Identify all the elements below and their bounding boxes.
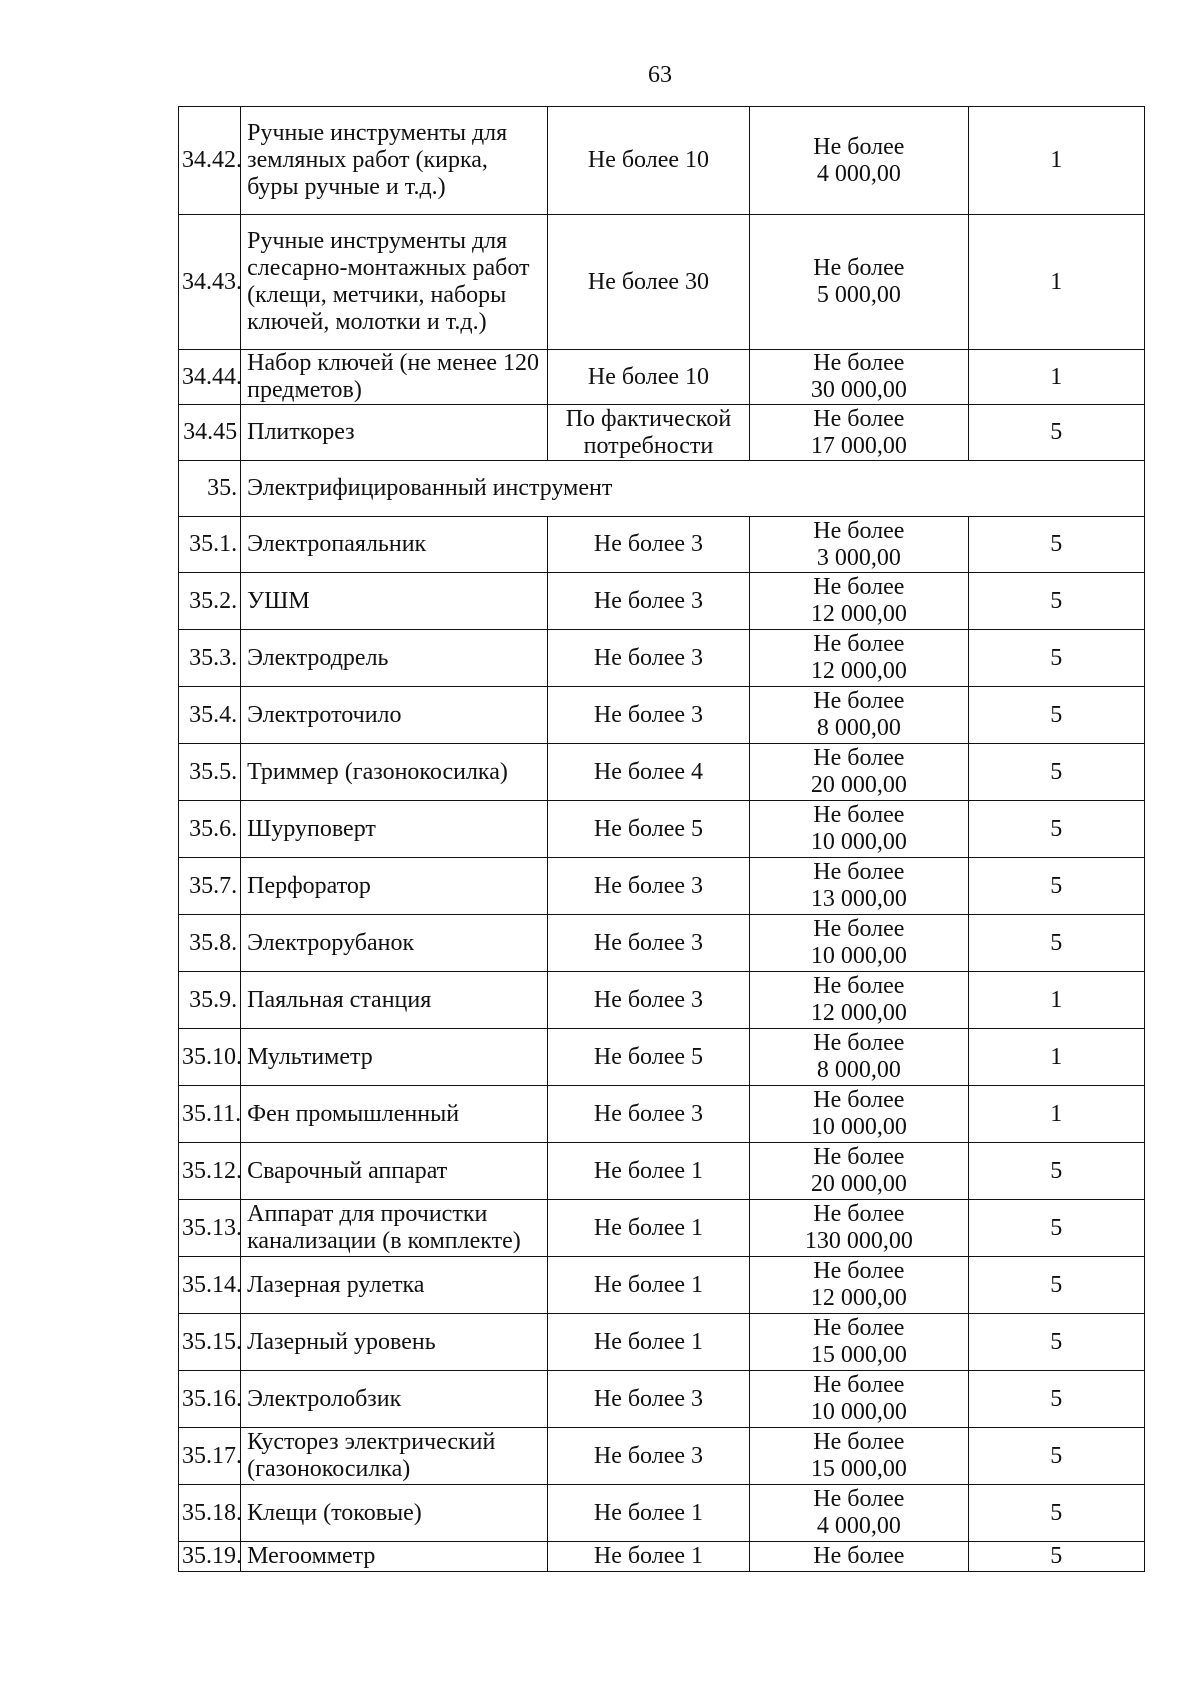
price-value: 12 000,00 [810,658,907,684]
price-label: Не более [813,1429,905,1455]
table-row [179,744,1145,801]
table-row [179,1371,1145,1428]
item-service-term: 5 [968,405,1144,461]
item-name: Лазерная рулетка [241,1257,548,1314]
item-price [750,1428,968,1485]
item-name: Электролобзик [241,1371,548,1428]
table-row [179,1314,1145,1371]
table-row [179,350,1145,405]
item-service-term: 5 [968,1428,1144,1485]
item-quantity: Не более 3 [547,1371,749,1428]
price-label: Не более [813,1372,905,1398]
row-number: 35.13. [179,1200,241,1257]
table-row [179,405,1145,461]
item-name: Сварочный аппарат [241,1143,548,1200]
price-value: 12 000,00 [810,1285,907,1311]
price-value: 12 000,00 [810,601,907,627]
item-name: Электропаяльник [241,517,548,573]
table-row [179,687,1145,744]
row-number: 35.3. [179,630,241,687]
item-service-term: 5 [968,1257,1144,1314]
price-label: Не более [813,1087,905,1113]
row-number: 35.8. [179,915,241,972]
row-number: 35.10. [179,1029,241,1086]
price-value: 5 000,00 [816,282,901,308]
item-service-term: 1 [968,215,1144,350]
table-row [179,1428,1145,1485]
item-price [750,573,968,630]
price-label: Не более [813,1486,905,1512]
item-name: Электроточило [241,687,548,744]
row-number: 35.2. [179,573,241,630]
table-row [179,1257,1145,1314]
price-label: Не более [813,1543,905,1569]
row-number: 34.45 [179,405,241,461]
price-value: 12 000,00 [810,1000,907,1026]
price-value: 15 000,00 [810,1342,907,1368]
price-value: 20 000,00 [810,772,907,798]
item-service-term: 5 [968,1542,1144,1572]
price-value: 4 000,00 [816,1513,901,1539]
row-number: 34.42. [179,107,241,215]
item-price [750,630,968,687]
price-label: Не более [813,802,905,828]
price-value: 13 000,00 [810,886,907,912]
item-name: Лазерный уровень [241,1314,548,1371]
item-price [750,215,968,350]
row-number: 35.6. [179,801,241,858]
item-price [750,517,968,573]
table-row [179,1200,1145,1257]
item-service-term: 5 [968,744,1144,801]
item-quantity: Не более 3 [547,630,749,687]
item-service-term: 1 [968,1029,1144,1086]
item-price [750,1485,968,1542]
item-quantity: Не более 3 [547,1428,749,1485]
price-value: 130 000,00 [804,1228,913,1254]
item-quantity: Не более 30 [547,215,749,350]
item-quantity: Не более 3 [547,972,749,1029]
price-label: Не более [813,631,905,657]
item-service-term: 5 [968,517,1144,573]
item-price [750,687,968,744]
table-row [179,517,1145,573]
row-number: 35.18. [179,1485,241,1542]
item-quantity: Не более 10 [547,107,749,215]
row-number: 35.9. [179,972,241,1029]
table-row [179,215,1145,350]
table-row [179,972,1145,1029]
section-title: Электрифицированный инструмент [241,461,1145,517]
item-name: Кусторез электрический (газонокосилка) [241,1428,548,1485]
table-row [179,1029,1145,1086]
price-label: Не более [813,916,905,942]
item-service-term: 5 [968,1314,1144,1371]
item-quantity: Не более 3 [547,573,749,630]
item-price [750,1257,968,1314]
row-number: 35.14. [179,1257,241,1314]
item-price [750,915,968,972]
item-service-term: 1 [968,1086,1144,1143]
item-quantity: Не более 5 [547,1029,749,1086]
table-row [179,801,1145,858]
item-price [750,1029,968,1086]
item-name: Ручные инструменты для слесарно-монтажных работ (клещи, метчики, наборы ключей, молотки и т.д.) [241,215,548,350]
table-row [179,1542,1145,1572]
table-row [179,573,1145,630]
table-row [179,1485,1145,1542]
price-value: 15 000,00 [810,1456,907,1482]
row-number: 34.43. [179,215,241,350]
price-value: 30 000,00 [810,377,907,403]
item-service-term: 5 [968,801,1144,858]
item-quantity: Не более 1 [547,1314,749,1371]
price-label: Не более [813,1315,905,1341]
item-quantity: Не более 3 [547,517,749,573]
item-price [750,1086,968,1143]
item-service-term: 5 [968,1371,1144,1428]
item-quantity: Не более 3 [547,915,749,972]
item-name: Аппарат для прочистки канализации (в комплекте) [241,1200,548,1257]
item-quantity: Не более 3 [547,687,749,744]
row-number: 35.16. [179,1371,241,1428]
price-label: Не более [813,973,905,999]
item-quantity: Не более 1 [547,1257,749,1314]
item-name: Набор ключей (не менее 120 предметов) [241,350,548,405]
price-label: Не более [813,688,905,714]
price-value: 3 000,00 [816,544,901,571]
item-quantity: Не более 4 [547,744,749,801]
item-quantity: Не более 3 [547,858,749,915]
table-row [179,858,1145,915]
item-quantity: Не более 1 [547,1485,749,1542]
item-quantity: Не более 3 [547,1086,749,1143]
price-label: Не более [813,133,905,160]
price-value: 8 000,00 [816,1057,901,1083]
price-value: 8 000,00 [816,715,901,741]
item-quantity: Не более 1 [547,1200,749,1257]
row-number: 35.7. [179,858,241,915]
item-price [750,858,968,915]
row-number: 35.17. [179,1428,241,1485]
item-service-term: 5 [968,1485,1144,1542]
price-label: Не более [813,350,905,376]
item-service-term: 5 [968,1143,1144,1200]
item-price [750,1314,968,1371]
item-service-term: 5 [968,630,1144,687]
item-name: Фен промышленный [241,1086,548,1143]
item-name: Клещи (токовые) [241,1485,548,1542]
item-service-term: 1 [968,107,1144,215]
item-service-term: 5 [968,1200,1144,1257]
price-label: Не более [813,1201,905,1227]
item-name: Шуруповерт [241,801,548,858]
price-label: Не более [813,859,905,885]
item-name: Плиткорез [241,405,548,461]
item-service-term: 1 [968,350,1144,405]
price-label: Не более [813,1258,905,1284]
item-name: Перфоратор [241,858,548,915]
item-service-term: 5 [968,687,1144,744]
item-price [750,1371,968,1428]
item-name: Паяльная станция [241,972,548,1029]
price-label: Не более [813,745,905,771]
item-name: Триммер (газонокосилка) [241,744,548,801]
page-number: 63 [648,62,672,88]
item-name: Мультиметр [241,1029,548,1086]
row-number: 35.12. [179,1143,241,1200]
item-name: Электрорубанок [241,915,548,972]
item-service-term: 1 [968,972,1144,1029]
item-name: Электродрель [241,630,548,687]
row-number: 35.1. [179,517,241,573]
price-label: Не более [813,1030,905,1056]
row-number: 35.5. [179,744,241,801]
row-number: 35.19. [179,1542,241,1572]
price-value: 4 000,00 [816,160,901,187]
item-price [750,744,968,801]
row-number: 35.11. [179,1086,241,1143]
item-quantity: Не более 10 [547,350,749,405]
item-quantity: Не более 1 [547,1143,749,1200]
price-value: 10 000,00 [810,1114,907,1140]
price-label: Не более [813,1144,905,1170]
item-price [750,405,968,461]
item-name: Ручные инструменты для земляных работ (кирка, буры ручные и т.д.) [241,107,548,215]
item-quantity: Не более 1 [547,1542,749,1572]
price-label: Не более [813,405,905,432]
item-name: УШМ [241,573,548,630]
item-price [750,801,968,858]
price-value: 17 000,00 [810,432,907,459]
item-price [750,350,968,405]
item-price [750,1200,968,1257]
table-row [179,107,1145,215]
row-number: 35.15. [179,1314,241,1371]
item-price [750,107,968,215]
price-label: Не более [813,255,905,281]
row-number: 35. [179,461,241,517]
item-quantity: По фактической потребности [547,405,749,461]
price-label: Не более [813,574,905,600]
price-value: 10 000,00 [810,829,907,855]
table-row [179,1086,1145,1143]
row-number: 34.44. [179,350,241,405]
item-service-term: 5 [968,858,1144,915]
section-row [179,461,1145,517]
item-price [750,1542,968,1572]
table-row [179,630,1145,687]
item-service-term: 5 [968,915,1144,972]
item-quantity: Не более 5 [547,801,749,858]
item-price [750,1143,968,1200]
table-row [179,915,1145,972]
item-name: Мегоомметр [241,1542,548,1572]
price-value: 10 000,00 [810,943,907,969]
item-price [750,972,968,1029]
table-row [179,1143,1145,1200]
equipment-table [178,106,1145,1572]
row-number: 35.4. [179,687,241,744]
price-value: 10 000,00 [810,1399,907,1425]
price-label: Не более [813,517,905,544]
table-body [179,107,1145,1572]
price-value: 20 000,00 [810,1171,907,1197]
item-service-term: 5 [968,573,1144,630]
